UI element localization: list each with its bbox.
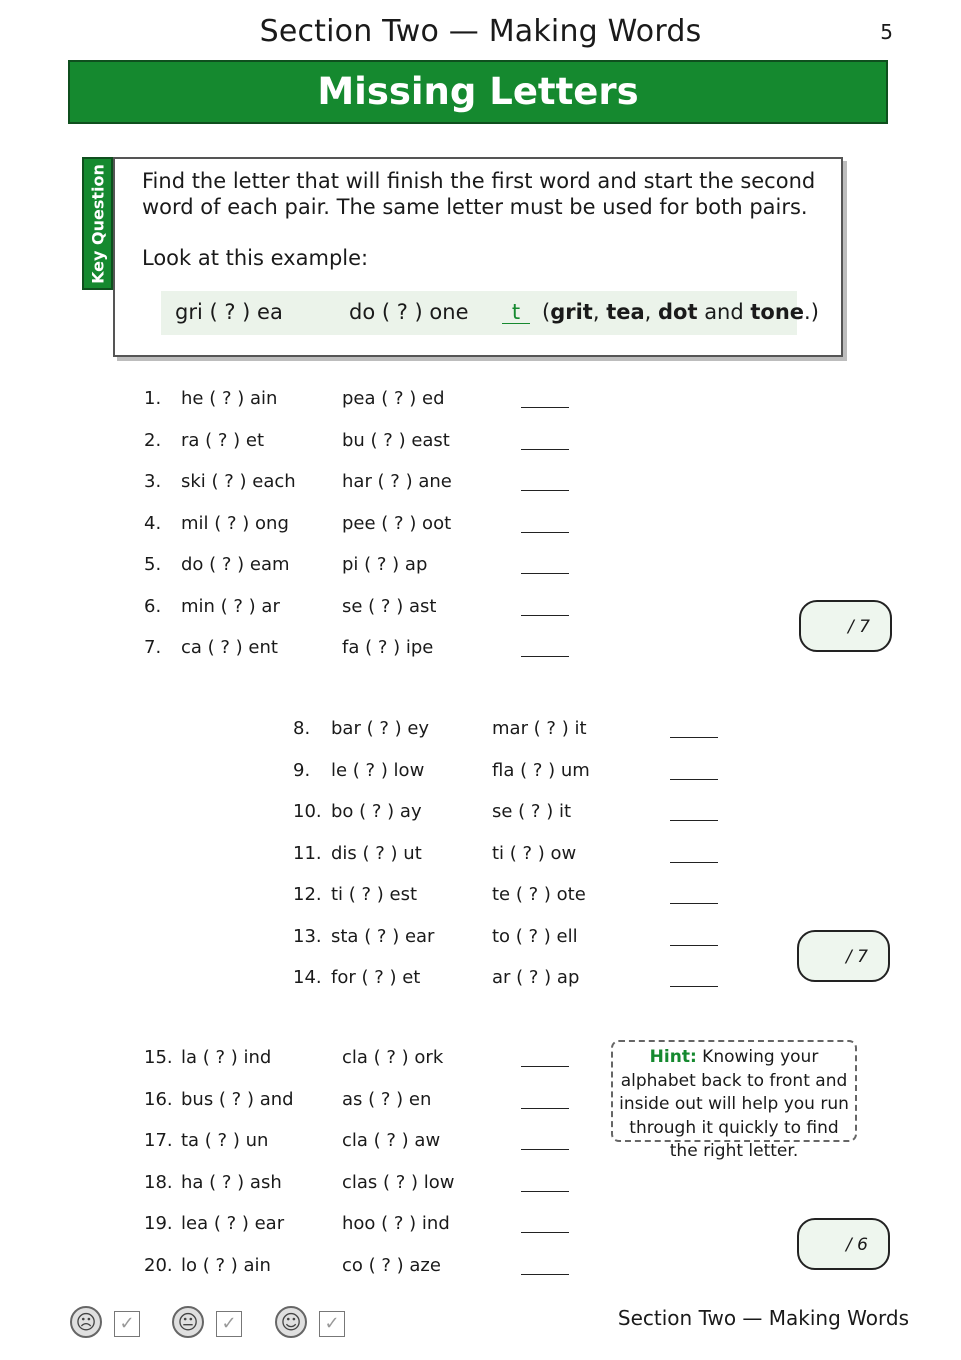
section-banner	[68, 60, 888, 124]
question-first-word: dis ( ? ) ut	[331, 842, 422, 864]
score-label: / 7	[848, 617, 870, 637]
question-number: 9.	[293, 759, 311, 781]
question-second-word: cla ( ? ) aw	[342, 1130, 441, 1151]
question-first-word: bo ( ? ) ay	[331, 801, 422, 822]
question-first-word: bar ( ? ) ey	[331, 718, 430, 739]
example-panel	[161, 291, 819, 335]
question-second-word: ti ( ? ) ow	[492, 842, 577, 864]
hint-label: Hint:	[649, 1047, 697, 1067]
question-number: 10.	[293, 801, 322, 822]
page-title: Section Two — Making Words	[259, 14, 702, 49]
question-second-word: bu ( ? ) east	[342, 429, 450, 451]
question-first-word: sta ( ? ) ear	[331, 925, 435, 947]
answer-blank[interactable]	[521, 1149, 569, 1150]
neutral-face-icon: 😐	[172, 1306, 204, 1338]
question-first-word: le ( ? ) low	[331, 759, 425, 781]
instruction-text: Find the letter that will finish the first word and start the second word of each pair. The same letter must be used for both pairs.	[142, 169, 816, 219]
question-first-word: lo ( ? ) ain	[181, 1254, 271, 1276]
question-number: 12.	[293, 884, 322, 905]
answer-blank[interactable]	[521, 490, 569, 491]
answer-blank[interactable]	[521, 573, 569, 574]
happy-face-icon: ☺	[275, 1306, 307, 1338]
page-number: 5	[880, 20, 893, 44]
question-number: 3.	[144, 471, 162, 492]
score-box	[797, 1218, 890, 1270]
question-number: 8.	[293, 718, 311, 739]
score-box	[797, 930, 890, 982]
score-box	[799, 600, 892, 652]
question-number: 7.	[144, 637, 162, 658]
answer-blank[interactable]	[521, 407, 569, 408]
banner-title: Missing Letters	[317, 70, 639, 113]
answer-blank[interactable]	[670, 862, 718, 863]
answer-blank[interactable]	[521, 532, 569, 533]
answer-blank[interactable]	[670, 779, 718, 780]
question-first-word: ca ( ? ) ent	[181, 637, 278, 658]
question-second-word: te ( ? ) ote	[492, 884, 586, 905]
checkbox-icon[interactable]: ✓	[114, 1311, 140, 1337]
answer-blank[interactable]	[521, 1066, 569, 1067]
checkbox-icon[interactable]: ✓	[216, 1311, 242, 1337]
key-question-tab	[82, 157, 113, 290]
question-number: 1.	[144, 388, 162, 409]
question-second-word: as ( ? ) en	[342, 1088, 432, 1110]
example-answer: t	[502, 301, 530, 324]
answer-blank[interactable]	[521, 449, 569, 450]
score-label: / 6	[846, 1235, 868, 1255]
question-second-word: pee ( ? ) oot	[342, 512, 452, 534]
question-number: 13.	[293, 925, 322, 947]
question-first-word: lea ( ? ) ear	[181, 1213, 285, 1234]
answer-blank[interactable]	[521, 1274, 569, 1275]
question-second-word: ar ( ? ) ap	[492, 967, 580, 988]
answer-blank[interactable]	[521, 615, 569, 616]
question-number: 18.	[144, 1171, 173, 1193]
question-first-word: ra ( ? ) et	[181, 429, 265, 451]
question-second-word: se ( ? ) ast	[342, 595, 437, 617]
question-second-word: mar ( ? ) it	[492, 718, 587, 739]
example-intro: Look at this example:	[142, 246, 369, 270]
question-first-word: he ( ? ) ain	[181, 388, 278, 409]
key-question-label: Key Question	[88, 163, 107, 284]
question-first-word: ha ( ? ) ash	[181, 1171, 282, 1193]
question-number: 6.	[144, 595, 162, 617]
footer-text: Section Two — Making Words	[617, 1306, 909, 1330]
question-first-word: mil ( ? ) ong	[181, 512, 289, 534]
question-second-word: fla ( ? ) um	[492, 759, 590, 781]
question-number: 4.	[144, 512, 162, 534]
answer-blank[interactable]	[670, 903, 718, 904]
question-second-word: pea ( ? ) ed	[342, 388, 445, 409]
question-number: 15.	[144, 1047, 173, 1068]
example-second: do ( ? ) one	[349, 300, 469, 324]
question-number: 17.	[144, 1130, 173, 1151]
question-first-word: ti ( ? ) est	[331, 884, 418, 905]
question-first-word: for ( ? ) et	[331, 967, 421, 988]
example-first: gri ( ? ) ea	[175, 300, 283, 324]
question-second-word: har ( ? ) ane	[342, 471, 452, 492]
question-number: 5.	[144, 554, 162, 575]
question-number: 11.	[293, 842, 322, 864]
question-number: 19.	[144, 1213, 173, 1234]
question-second-word: fa ( ? ) ipe	[342, 637, 434, 658]
question-number: 2.	[144, 429, 162, 451]
checkbox-icon[interactable]: ✓	[319, 1311, 345, 1337]
answer-blank[interactable]	[670, 945, 718, 946]
hint-text: Knowing your alphabet back to front and inside out will help you run through it quickly to find the right letter.	[619, 1047, 849, 1161]
hint-box	[611, 1040, 857, 1161]
question-first-word: la ( ? ) ind	[181, 1047, 272, 1068]
question-second-word: co ( ? ) aze	[342, 1254, 441, 1276]
answer-blank[interactable]	[670, 737, 718, 738]
question-number: 16.	[144, 1088, 173, 1110]
answer-blank[interactable]	[670, 986, 718, 987]
question-first-word: ta ( ? ) un	[181, 1130, 269, 1151]
example-explanation: (grit, tea, dot and tone.)	[542, 300, 819, 324]
answer-blank[interactable]	[521, 1232, 569, 1233]
question-number: 20.	[144, 1254, 173, 1276]
question-second-word: cla ( ? ) ork	[342, 1047, 444, 1068]
score-label: / 7	[846, 947, 868, 967]
question-number: 14.	[293, 967, 322, 988]
question-second-word: se ( ? ) it	[492, 801, 571, 822]
question-first-word: min ( ? ) ar	[181, 595, 280, 617]
answer-blank[interactable]	[521, 656, 569, 657]
answer-blank[interactable]	[521, 1191, 569, 1192]
question-second-word: clas ( ? ) low	[342, 1171, 455, 1193]
question-first-word: do ( ? ) eam	[181, 554, 290, 575]
question-first-word: ski ( ? ) each	[181, 471, 296, 492]
question-second-word: pi ( ? ) ap	[342, 554, 428, 575]
question-second-word: hoo ( ? ) ind	[342, 1213, 450, 1234]
answer-blank[interactable]	[670, 820, 718, 821]
sad-face-icon: ☹	[70, 1306, 102, 1338]
question-first-word: bus ( ? ) and	[181, 1088, 294, 1110]
question-second-word: to ( ? ) ell	[492, 925, 578, 947]
answer-blank[interactable]	[521, 1108, 569, 1109]
